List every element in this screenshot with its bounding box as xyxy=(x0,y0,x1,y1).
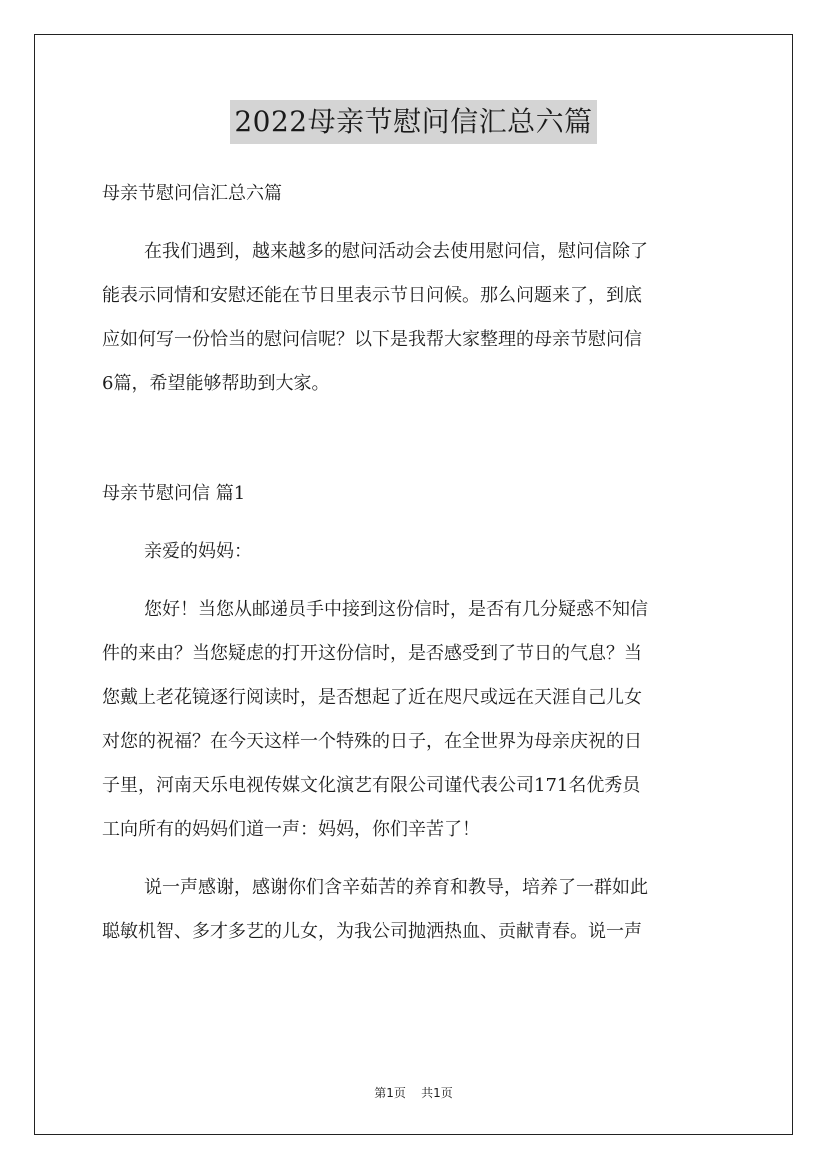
paragraph-line: 说一声感谢，感谢你们含辛茹苦的养育和教导，培养了一群如此 xyxy=(144,877,648,898)
page-total: 共1页 xyxy=(421,1086,453,1100)
page-footer xyxy=(0,1084,827,1101)
paragraph-line: 您好！当您从邮递员手中接到这份信时，是否有几分疑惑不知信 xyxy=(144,599,648,620)
document-title: 2022母亲节慰问信汇总六篇 xyxy=(230,100,596,144)
paragraph-line: 工向所有的妈妈们道一声：妈妈，你们辛苦了！ xyxy=(102,819,480,840)
intro-line: 能表示同情和安慰还能在节日里表示节日问候。那么问题来了，到底 xyxy=(102,285,642,306)
intro-line: 6篇，希望能够帮助到大家。 xyxy=(102,373,330,394)
intro-line: 在我们遇到，越来越多的慰问活动会去使用慰问信，慰问信除了 xyxy=(144,241,648,262)
document-body xyxy=(102,172,728,954)
page-number: 第1页 xyxy=(374,1086,406,1100)
document-title-container xyxy=(0,100,827,144)
intro-line: 应如何写一份恰当的慰问信呢？以下是我帮大家整理的母亲节慰问信 xyxy=(102,329,642,350)
paragraph-line: 对您的祝福？在今天这样一个特殊的日子，在全世界为母亲庆祝的日 xyxy=(102,731,642,752)
subtitle: 母亲节慰问信汇总六篇 xyxy=(102,183,282,204)
paragraph-line: 件的来由？当您疑虑的打开这份信时，是否感受到了节日的气息？当 xyxy=(102,643,642,664)
paragraph-line: 您戴上老花镜逐行阅读时，是否想起了近在咫尺或远在天涯自己儿女 xyxy=(102,687,642,708)
paragraph-line: 聪敏机智、多才多艺的儿女，为我公司抛洒热血、贡献青春。说一声 xyxy=(102,921,642,942)
salutation: 亲爱的妈妈： xyxy=(144,541,252,562)
paragraph-line: 子里，河南天乐电视传媒文化演艺有限公司谨代表公司171名优秀员 xyxy=(102,775,641,796)
section-heading: 母亲节慰问信 篇1 xyxy=(102,483,246,504)
